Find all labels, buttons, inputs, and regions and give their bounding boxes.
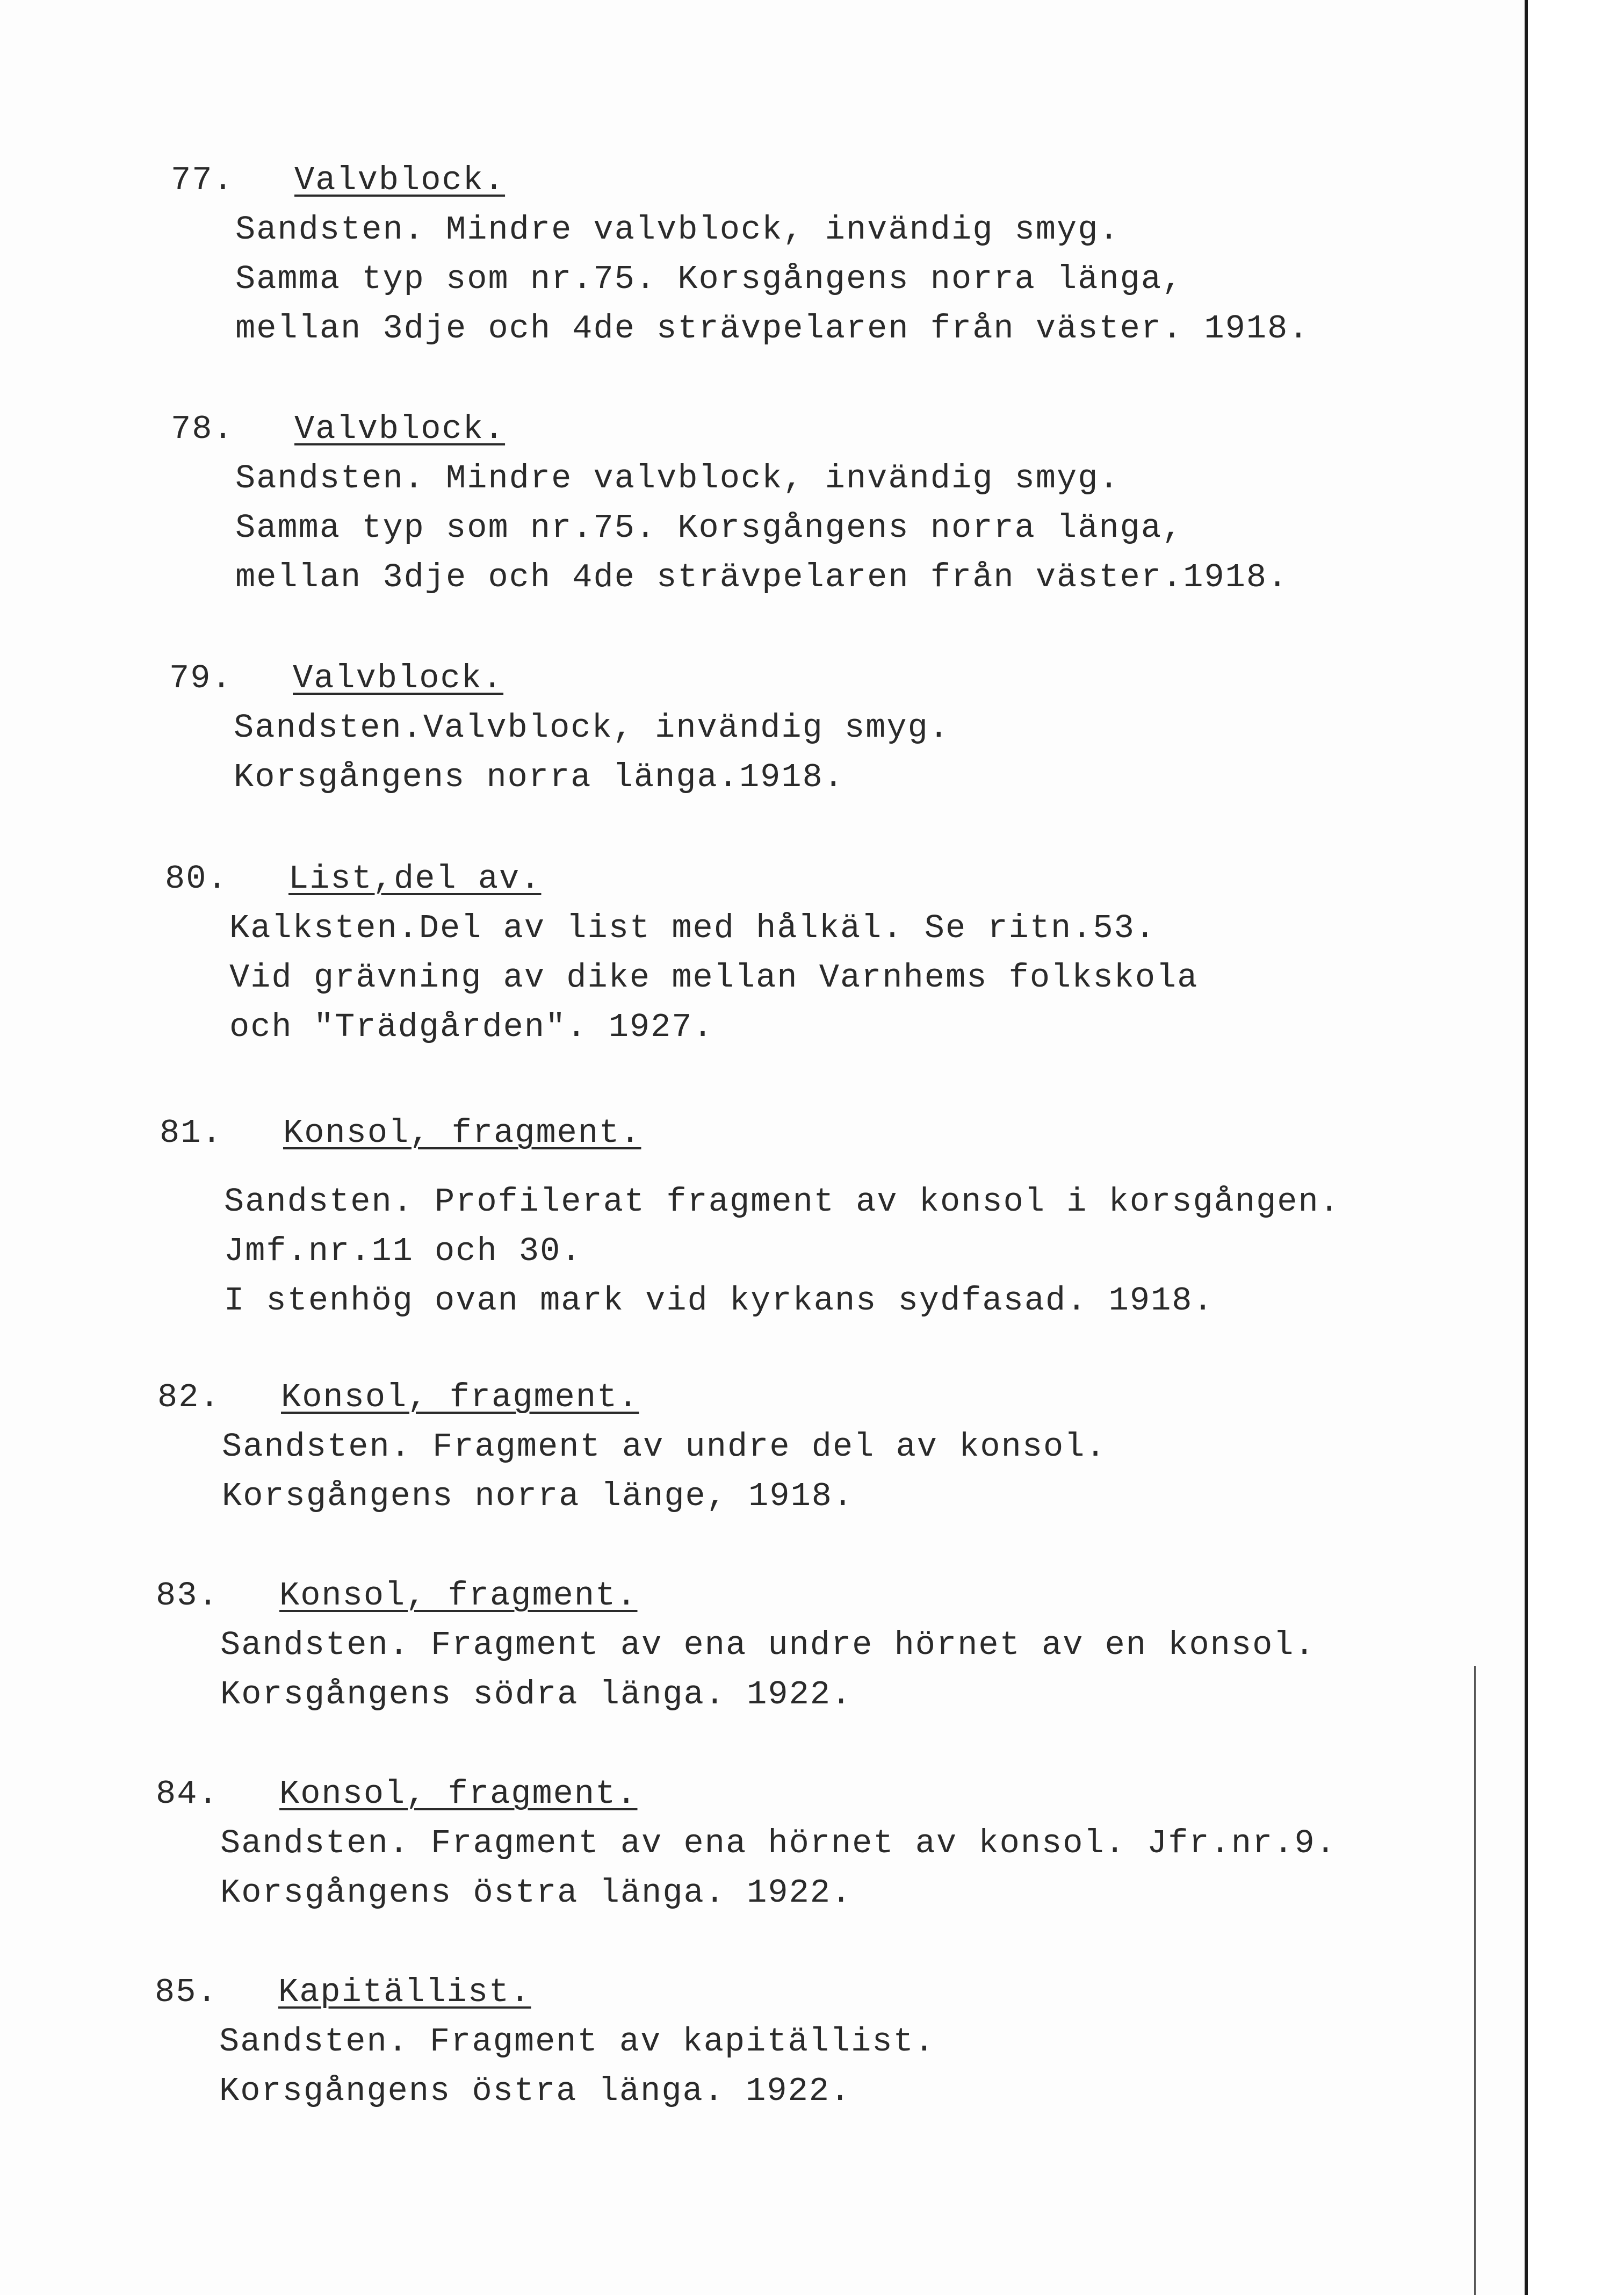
entry-number: 83. [156, 1577, 219, 1615]
entry-number: 80. [165, 860, 228, 898]
entry-line: Sandsten. Fragment av kapitällist. [219, 2023, 936, 2061]
entry-number: 78. [171, 410, 234, 448]
entry-title: Konsol, fragment. [279, 1775, 638, 1813]
entry-line: Sandsten. Fragment av ena undre hörnet av en konsol. [220, 1626, 1316, 1664]
entry-title: Valvblock. [293, 659, 504, 697]
entry-line: Korsgångens norra länge, 1918. [222, 1477, 854, 1515]
entry-number: 82. [157, 1378, 221, 1416]
entry-line: Sandsten. Fragment av undre del av konsol. [222, 1428, 1107, 1466]
entry-number: 79. [169, 659, 233, 697]
entry-line: Sandsten. Fragment av ena hörnet av konsol. Jfr.nr.9. [220, 1824, 1337, 1862]
entry-title: Valvblock. [294, 161, 506, 199]
scan-margin [1528, 0, 1624, 2295]
entry-title: Konsol, fragment. [283, 1114, 641, 1152]
entry-line: Sandsten.Valvblock, invändig smyg. [234, 709, 950, 747]
entry-line: mellan 3dje och 4de strävpelaren från väster. 1918. [235, 310, 1310, 348]
entry-title: Valvblock. [294, 410, 506, 448]
entry-line: och "Trädgården". 1927. [229, 1008, 714, 1046]
entry-title: Konsol, fragment. [281, 1378, 639, 1416]
entry-number: 77. [171, 161, 234, 199]
entry-line: mellan 3dje och 4de strävpelaren från väster.1918. [235, 558, 1289, 596]
entry-line: Sandsten. Mindre valvblock, invändig smyg. [235, 459, 1120, 498]
entry-line: Korsgångens östra länga. 1922. [219, 2072, 851, 2110]
entry-line: Jmf.nr.11 och 30. [224, 1232, 582, 1270]
entry-number: 81. [160, 1114, 223, 1152]
entry-line: Samma typ som nr.75. Korsgångens norra länga, [235, 260, 1183, 298]
entry-line: Korsgångens östra länga. 1922. [220, 1874, 853, 1912]
entry-line: I stenhög ovan mark vid kyrkans sydfasad. 1918. [224, 1282, 1214, 1320]
entry-title: Kapitällist. [278, 1973, 531, 2011]
entry-title: Konsol, fragment. [279, 1577, 638, 1615]
entry-line: Sandsten. Mindre valvblock, invändig smyg. [235, 211, 1120, 249]
entry-line: Samma typ som nr.75. Korsgångens norra länga, [235, 509, 1183, 547]
entry-line: Sandsten. Profilerat fragment av konsol i korsgången. [224, 1183, 1340, 1221]
entry-number: 85. [155, 1973, 218, 2011]
entry-line: Korsgångens södra länga. 1922. [220, 1675, 853, 1714]
entry-line: Korsgångens norra länga.1918. [234, 758, 845, 796]
entry-line: Vid grävning av dike mellan Varnhems folkskola [229, 959, 1199, 997]
entry-line: Kalksten.Del av list med hålkäl. Se ritn.53. [229, 909, 1157, 947]
entry-number: 84. [156, 1775, 219, 1813]
entry-title: List,del av. [288, 860, 542, 898]
scan-fold-line [1474, 1666, 1476, 2295]
